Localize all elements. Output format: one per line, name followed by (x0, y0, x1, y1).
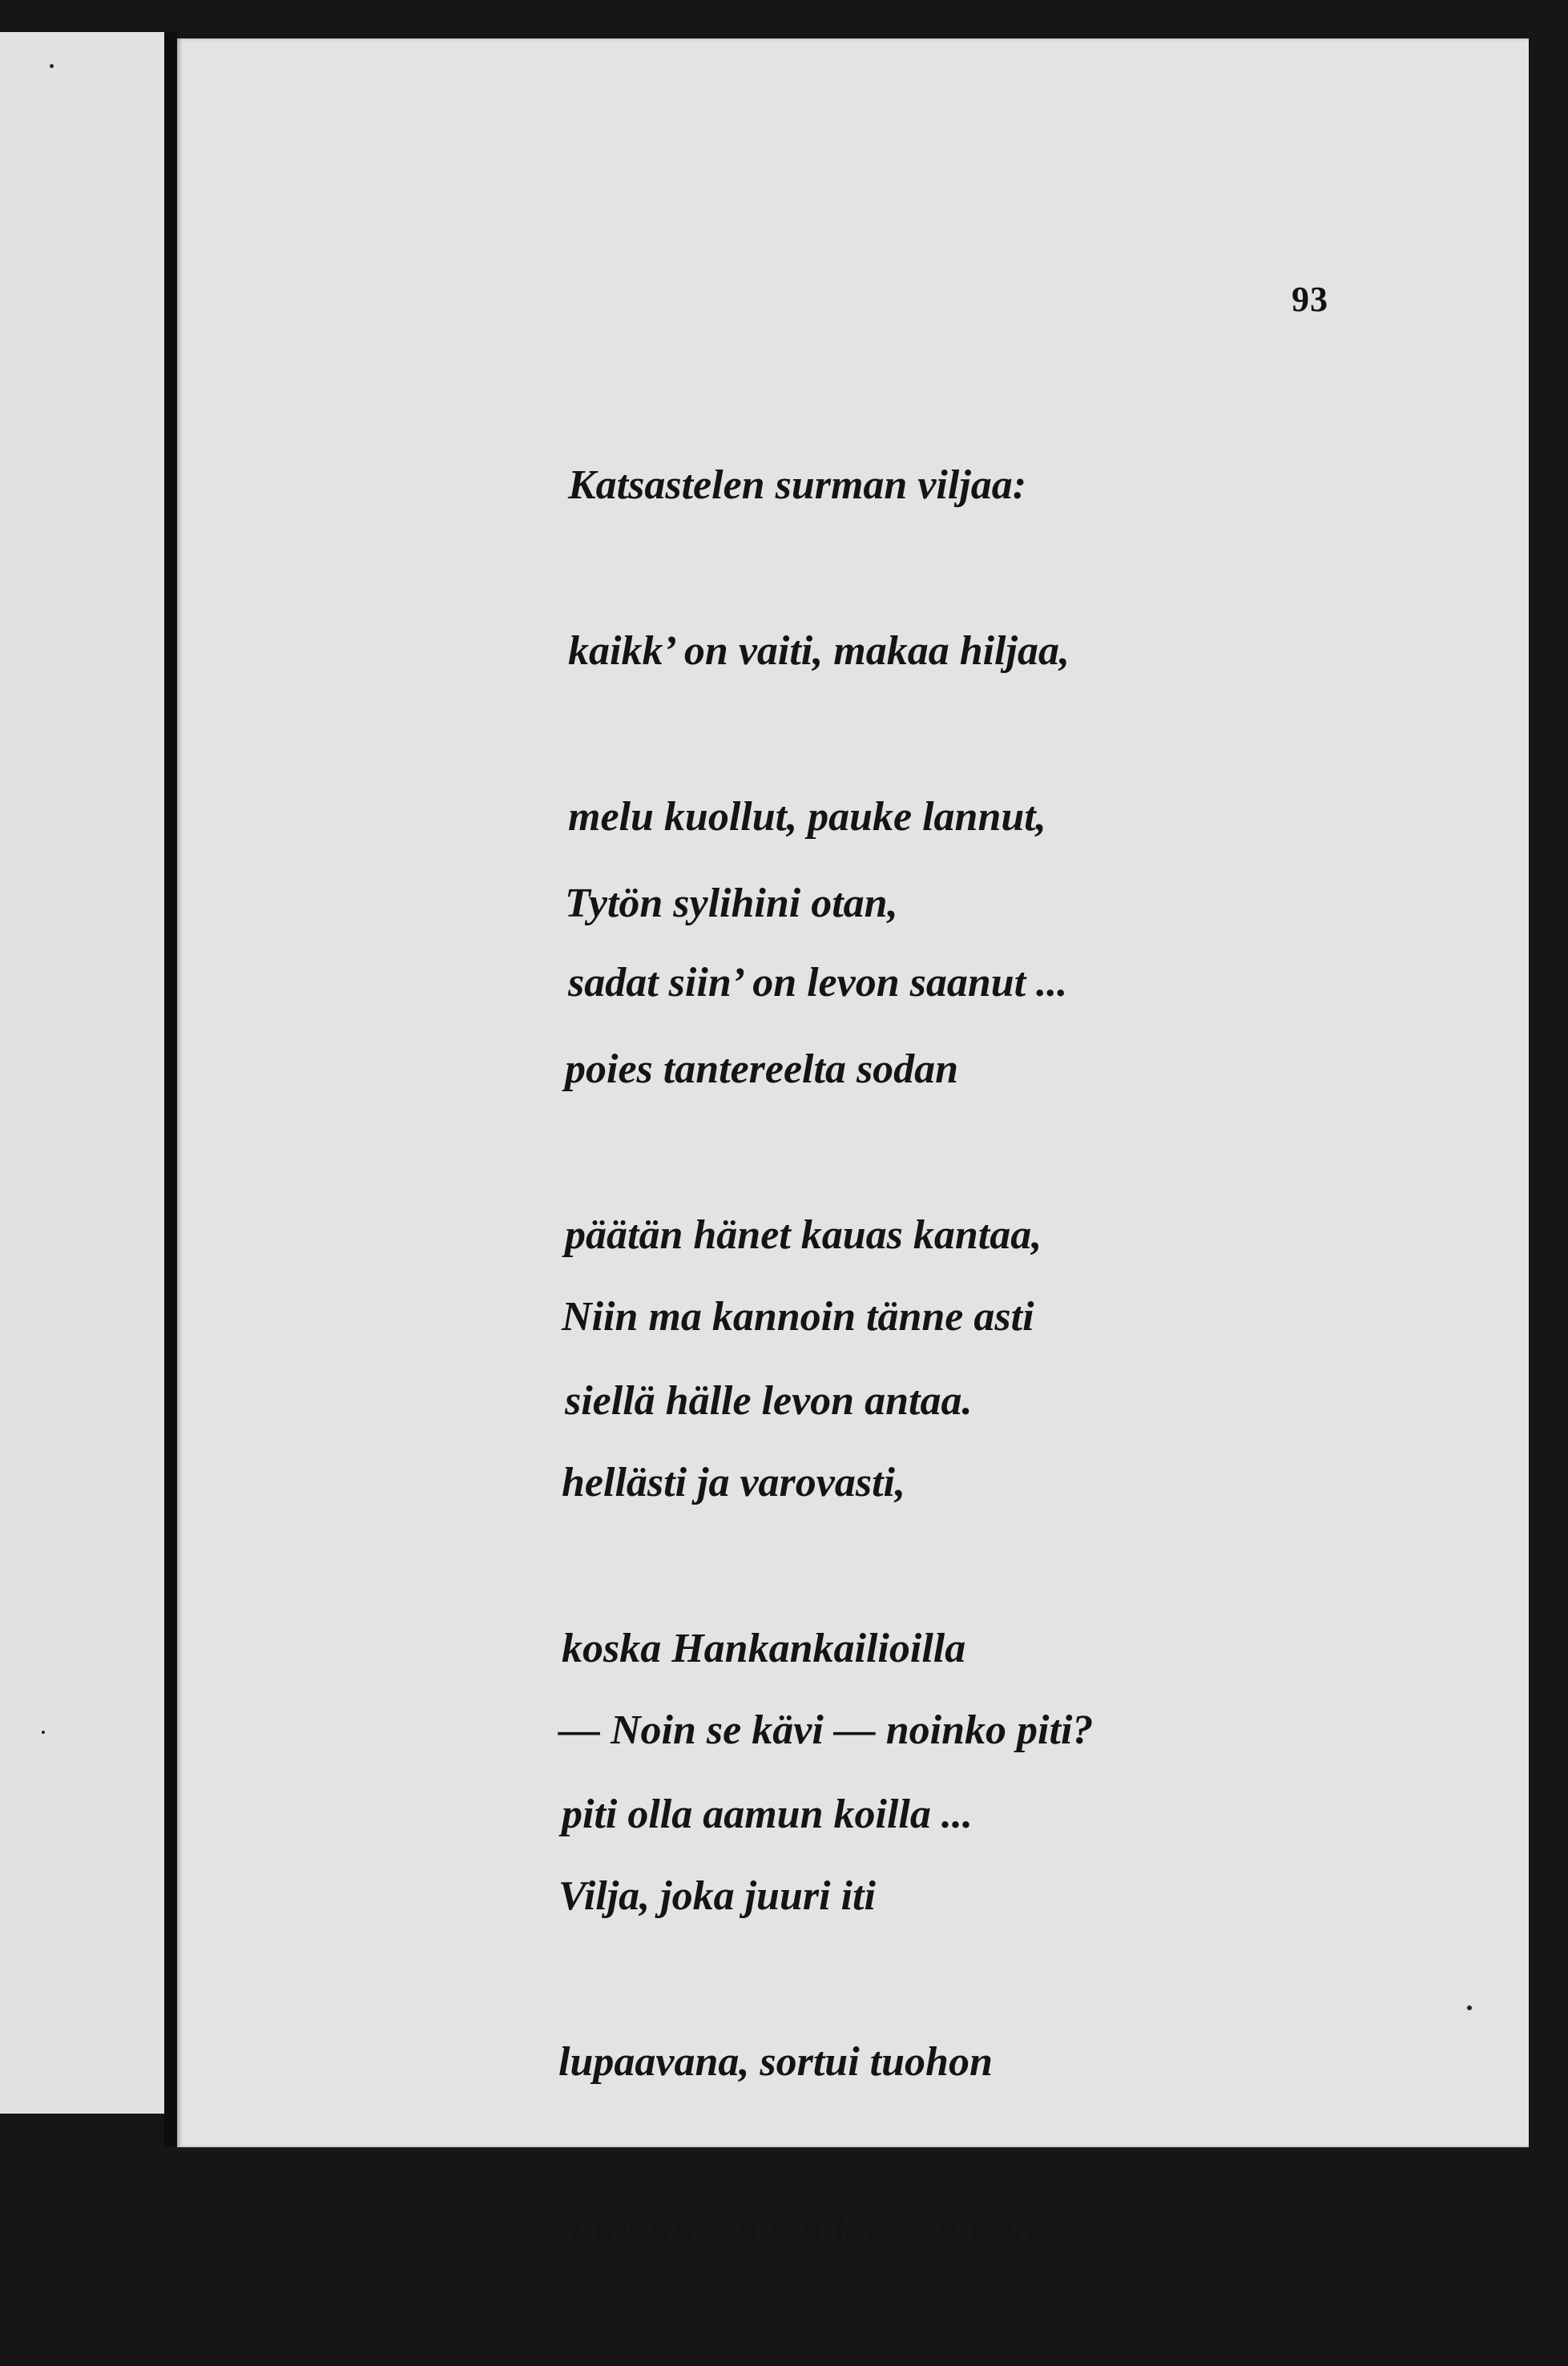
verse-line: Vilja, joka juuri iti (558, 1873, 876, 1919)
verse-line: Tytön sylihini otan, (565, 881, 898, 926)
verse-line: lupaavana, sortui tuohon (558, 2039, 993, 2085)
verse-line: poies tantereelta sodan (565, 1046, 959, 1092)
scan-speck (50, 64, 54, 68)
verse-line: koska Hankankailioilla (562, 1626, 966, 1671)
verse-line: Katsastelen surman viljaa: (568, 462, 1027, 508)
right-page (177, 38, 1529, 2251)
book-gutter (164, 32, 177, 2147)
verse-line: Niin ma kannoin tänne asti (562, 1294, 1034, 1340)
verse-line: melu kuollut, pauke lannut, (568, 794, 1046, 840)
verse-line: siellä hälle levon antaa. (565, 1378, 973, 1424)
verse-line: — Noin se kävi — noinko piti? (558, 1707, 1094, 1753)
page-number: 93 (1292, 280, 1328, 319)
verse-line: päätän hänet kauas kantaa, (565, 1212, 1042, 1258)
verse-line: hellästi ja varovasti, (562, 1460, 905, 1505)
verse-line: sadat siin’ on levon saanut ... (568, 960, 1068, 1006)
scan-speck (1467, 2005, 1472, 2010)
verse-line: kaikk’ on vaiti, makaa hiljaa, (568, 628, 1070, 674)
verse-line: piti olla aamun koilla ... (562, 1792, 973, 1837)
left-page-edge (0, 32, 164, 2114)
verse-line: niinkuin kätten läpi suohon. (558, 2205, 1047, 2251)
stanza-4 (558, 1592, 1093, 2366)
scan-speck (42, 1731, 45, 1734)
